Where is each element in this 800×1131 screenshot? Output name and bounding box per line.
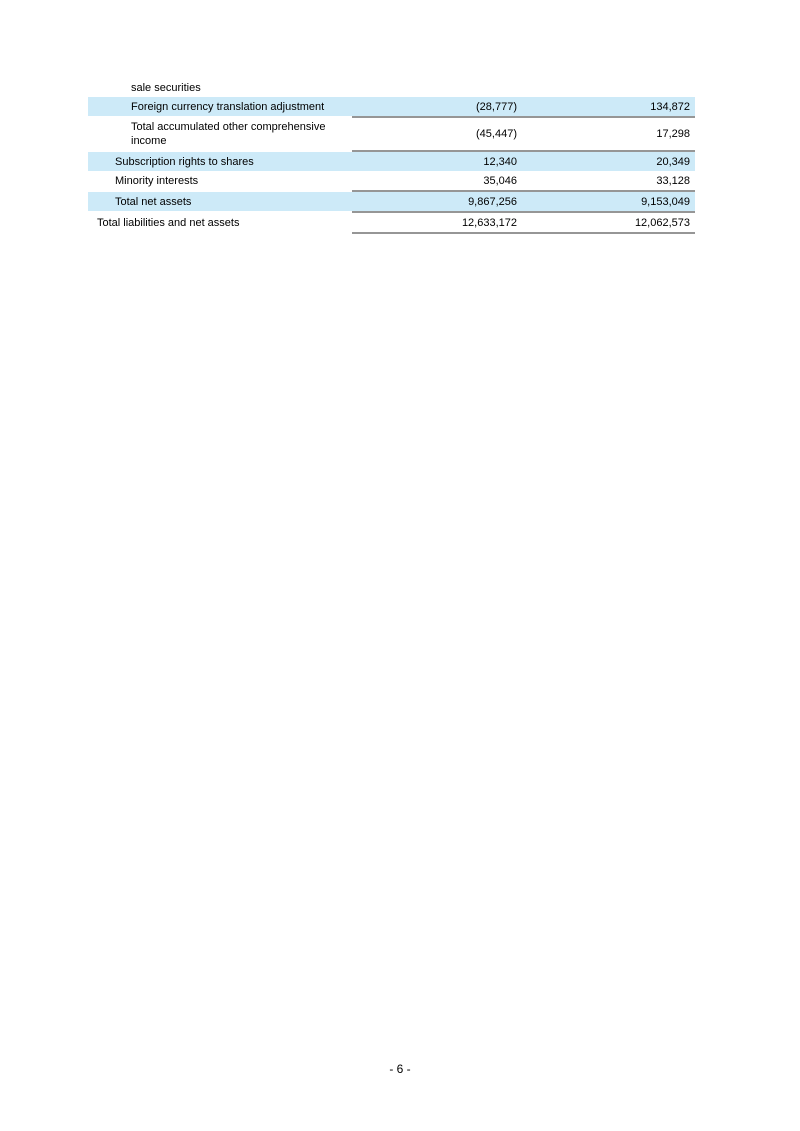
table-row	[88, 192, 695, 211]
row-underline-rule	[352, 232, 695, 234]
balance-sheet-table	[88, 78, 695, 234]
value-current-period: 9,867,256	[468, 195, 517, 208]
value-current-period: 12,340	[483, 155, 517, 168]
value-previous-period: 20,349	[656, 155, 690, 168]
value-previous-period: 33,128	[656, 174, 690, 187]
table-row	[88, 78, 695, 97]
value-previous-period	[520, 78, 695, 97]
row-label: Total net assets	[115, 195, 192, 208]
page-number: - 6 -	[389, 1062, 411, 1076]
value-current-period: (45,447)	[476, 128, 517, 140]
row-label: Total accumulated other comprehensive income	[131, 121, 326, 147]
value-previous-period: 134,872	[650, 100, 690, 113]
value-current-period: (28,777)	[476, 100, 517, 113]
row-label: Total liabilities and net assets	[97, 216, 240, 229]
value-previous-period: 9,153,049	[641, 195, 690, 208]
value-previous-period: 17,298	[656, 128, 690, 140]
value-current-period	[352, 78, 520, 97]
row-label: Foreign currency translation adjustment	[131, 100, 325, 113]
table-row	[88, 152, 695, 171]
row-label: Subscription rights to shares	[115, 155, 254, 168]
value-current-period: 12,633,172	[461, 216, 517, 229]
table-row	[88, 171, 695, 190]
row-label: Minority interests	[115, 174, 199, 187]
value-current-period: 35,046	[483, 174, 517, 187]
table-row	[88, 213, 695, 232]
row-label: sale securities	[131, 81, 201, 94]
value-previous-period: 12,062,573	[634, 216, 690, 229]
table-row	[88, 118, 695, 150]
table-row	[88, 97, 695, 116]
